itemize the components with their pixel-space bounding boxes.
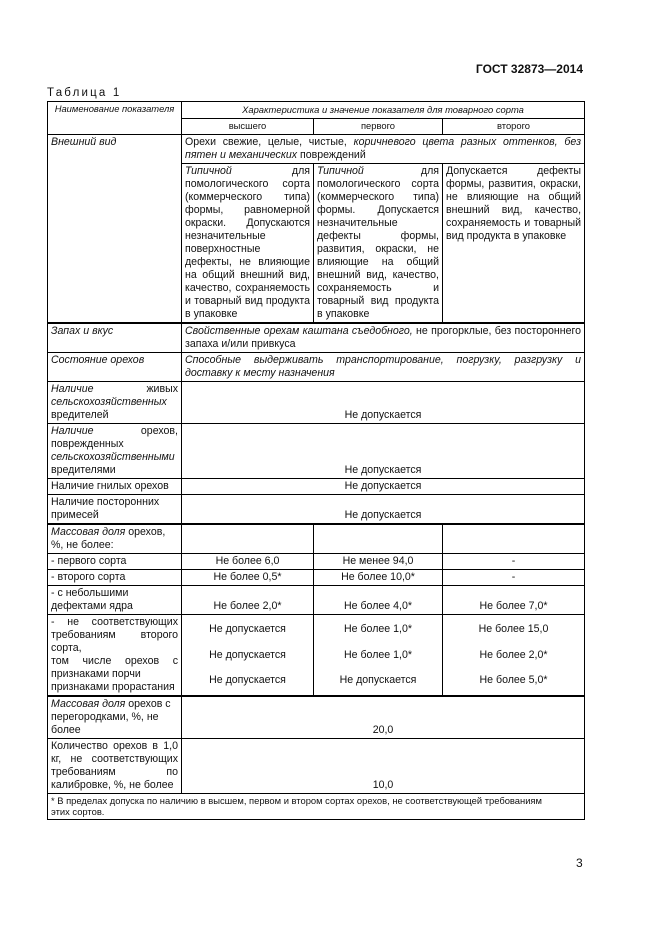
mass-share-row (48, 569, 585, 585)
grade-header-first: первого (314, 119, 443, 134)
requirements-table (47, 101, 585, 820)
impurities-label: Наличие посторонних примесей (48, 494, 182, 524)
rotten-value: Не допускается (182, 478, 585, 494)
empty-cell (443, 524, 585, 554)
value-cell: Не менее 94,0 (314, 553, 443, 569)
value-cell: - (443, 569, 585, 585)
mass-share-row (48, 585, 585, 614)
condition-label: Состояние орехов (48, 352, 182, 381)
rotten-row (48, 478, 585, 494)
pest-damaged-row (48, 423, 585, 478)
grade-header-second: второго (443, 119, 585, 134)
appearance-row (48, 134, 585, 163)
pest-damaged-label: Наличие орехов, поврежденных сельскохозяйственными вредителями (48, 423, 182, 478)
appearance-second-grade: Допускается дефекты формы, развития, окраски, не влияющие на общий внешний вид, качество, сохраняемость и товарный вид продукта в упаковке (443, 163, 585, 323)
mass-share-row (48, 553, 585, 569)
smell-value: Свойственные орехам каштана съедобного, не прогорклые, без постороннего запаха и/или привкуса (182, 323, 585, 353)
value-cell: Не более 6,0 (182, 553, 314, 569)
partitions-value: 20,0 (182, 696, 585, 739)
grade-header-top: высшего (182, 119, 314, 134)
impurities-row (48, 494, 585, 524)
mass-share-row-label: - первого сорта (48, 553, 182, 569)
calibration-label: Количество орехов в 1,0 кг, не соответствующих требованиям по калибровке, %, не более (48, 738, 182, 793)
appearance-label: Внешний вид (48, 134, 182, 323)
appearance-top-grade: Типичной для помологического сорта (коммерческого типа) формы, равномерной окраски. Допускаются незначительные поверхностные дефекты, не влияющие на общий внешний вид, качество, сохраняемость и товарный вид продукта в упаковке (182, 163, 314, 323)
mass-share-header-row (48, 524, 585, 554)
table-label: Таблица 1 (47, 87, 122, 99)
mass-share-label: Массовая доля орехов, %, не более: (48, 524, 182, 554)
nonconforming-second-grade: Не более 15,0 Не более 2,0* Не более 5,0* (443, 614, 585, 696)
footnote-row (48, 793, 585, 819)
indicator-column-header: Наименование показателя (48, 102, 182, 135)
pests-row (48, 381, 585, 423)
mass-share-row-label: - с небольшими дефектами ядра (48, 585, 182, 614)
calibration-value: 10,0 (182, 738, 585, 793)
value-cell: Не более 10,0* (314, 569, 443, 585)
header-row (48, 102, 585, 119)
smell-label: Запах и вкус (48, 323, 182, 353)
nonconforming-label: - не соответствующих требованиям второго сорта, том числе орехов с признаками порчи признаками прорастания (48, 614, 182, 696)
grade-group-header: Характеристика и значение показателя для товарного сорта (182, 102, 585, 119)
pests-value: Не допускается (182, 381, 585, 423)
pests-label: Наличие живых сельскохозяйственных вредителей (48, 381, 182, 423)
page-number: 3 (576, 856, 583, 870)
condition-value: Способные выдерживать транспортирование, погрузку, разгрузку и доставку к месту назначения (182, 352, 585, 381)
smell-row (48, 323, 585, 353)
document-code: ГОСТ 32873—2014 (475, 62, 583, 76)
impurities-value: Не допускается (182, 494, 585, 524)
empty-cell (314, 524, 443, 554)
condition-row (48, 352, 585, 381)
rotten-label: Наличие гнилых орехов (48, 478, 182, 494)
value-cell: Не более 7,0* (443, 585, 585, 614)
nonconforming-first-grade: Не более 1,0* Не более 1,0* Не допускается (314, 614, 443, 696)
footnote: * В пределах допуска по наличию в высшем, первом и втором сортах орехов, не соответствующей требованиям этих сортов. (48, 793, 585, 819)
mass-share-row-label: - второго сорта (48, 569, 182, 585)
value-cell: Не более 0,5* (182, 569, 314, 585)
appearance-first-grade: Типичной для помологического сорта (коммерческого типа) формы. Допускается незначительные дефекты формы, развития, окраски, не влияющие на общий внешний вид, качество, сохраняемость и товарный вид продукта в упаковке (314, 163, 443, 323)
appearance-common: Орехи свежие, целые, чистые, коричневого цвета разных оттенков, без пятен и механических повреждений (182, 134, 585, 163)
value-cell: Не более 2,0* (182, 585, 314, 614)
calibration-row (48, 738, 585, 793)
partitions-row (48, 696, 585, 739)
empty-cell (182, 524, 314, 554)
nonconforming-top-grade: Не допускается Не допускается Не допускается (182, 614, 314, 696)
nonconforming-row (48, 614, 585, 696)
partitions-label: Массовая доля орехов с перегородками, %, не более (48, 696, 182, 739)
pest-damaged-value: Не допускается (182, 423, 585, 478)
value-cell: Не более 4,0* (314, 585, 443, 614)
value-cell: - (443, 553, 585, 569)
